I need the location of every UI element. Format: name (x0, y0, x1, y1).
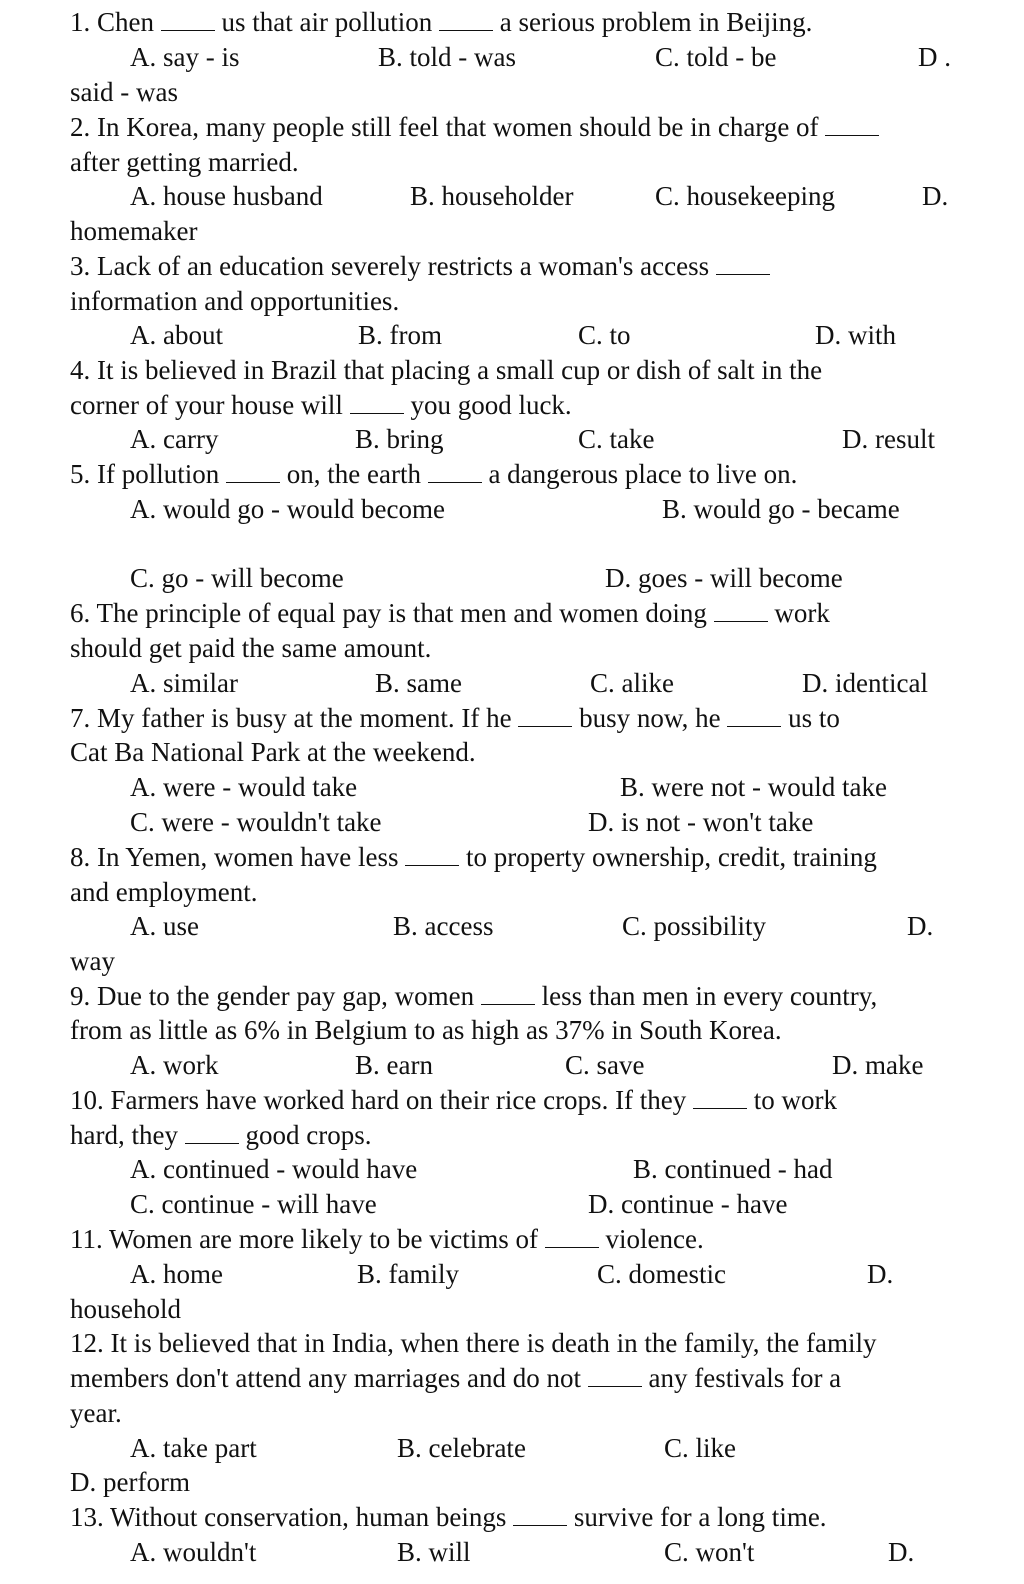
answer-blank (588, 1366, 642, 1387)
answer-blank (825, 115, 879, 136)
option-a[interactable]: A. say - is (130, 42, 240, 72)
question-number: 7. (70, 703, 91, 733)
option-c[interactable]: C. go - will become (130, 563, 344, 593)
option-d[interactable]: D. identical (802, 668, 928, 698)
answer-blank (350, 393, 404, 414)
option-c[interactable]: C. possibility (622, 911, 767, 941)
question-10-stem-cont: hard, they good crops. (70, 1120, 372, 1150)
option-d-text[interactable]: way (70, 946, 115, 976)
question-number: 4. (70, 355, 91, 385)
answer-blank (545, 1227, 599, 1248)
option-b[interactable]: B. access (393, 911, 494, 941)
option-b[interactable]: B. bring (355, 424, 444, 454)
question-12-stem: 12. It is believed that in India, when there is death in the family, the family (70, 1328, 877, 1358)
option-c[interactable]: C. take (578, 424, 655, 454)
option-b[interactable]: B. householder (410, 181, 574, 211)
answer-blank (185, 1123, 239, 1144)
question-4-stem-cont: corner of your house will you good luck. (70, 390, 572, 420)
option-a[interactable]: A. wouldn't (130, 1537, 257, 1567)
question-6-stem-cont: should get paid the same amount. (70, 633, 432, 663)
question-number: 8. (70, 842, 91, 872)
option-d-label[interactable]: D. (867, 1259, 894, 1289)
option-d[interactable]: D. continue - have (588, 1189, 788, 1219)
question-3-stem-cont: information and opportunities. (70, 286, 400, 316)
option-c[interactable]: C. alike (590, 668, 674, 698)
answer-blank (513, 1505, 567, 1526)
option-a[interactable]: A. work (130, 1050, 219, 1080)
answer-blank (518, 706, 572, 727)
option-a[interactable]: A. take part (130, 1433, 257, 1463)
answer-blank (716, 254, 770, 275)
option-c[interactable]: C. save (565, 1050, 645, 1080)
option-d-label[interactable]: D. (888, 1537, 915, 1567)
question-7-stem-cont: Cat Ba National Park at the weekend. (70, 737, 476, 767)
answer-blank (714, 601, 768, 622)
question-2-stem: 2. In Korea, many people still feel that women should be in charge of (70, 110, 879, 144)
option-b[interactable]: B. will (397, 1537, 471, 1567)
question-3-stem: 3. Lack of an education severely restricts a woman's access (70, 249, 770, 283)
option-c[interactable]: C. won't (664, 1537, 755, 1567)
question-2-stem-cont: after getting married. (70, 147, 299, 177)
option-a[interactable]: A. would go - would become (130, 494, 445, 524)
question-1-stem: 1. Chen us that air pollution a serious problem in Beijing. (70, 7, 813, 37)
option-b[interactable]: B. continued - had (633, 1154, 833, 1184)
answer-blank (693, 1088, 747, 1109)
question-8-stem: 8. In Yemen, women have less to property ownership, credit, training (70, 842, 877, 872)
option-d[interactable]: D. is not - won't take (588, 807, 814, 837)
answer-blank (161, 10, 215, 31)
option-d-text[interactable]: said - was (70, 77, 178, 107)
option-c[interactable]: C. like (664, 1433, 736, 1463)
question-6-stem: 6. The principle of equal pay is that men and women doing work (70, 598, 830, 628)
option-c[interactable]: C. were - wouldn't take (130, 807, 382, 837)
option-d-text[interactable]: household (70, 1294, 181, 1324)
answer-blank (727, 706, 781, 727)
question-9-stem: 9. Due to the gender pay gap, women less than men in every country, (70, 981, 878, 1011)
question-number: 13. (70, 1502, 104, 1532)
question-number: 2. (70, 112, 91, 142)
answer-blank (226, 462, 280, 483)
question-number: 12. (70, 1328, 104, 1358)
option-a[interactable]: A. use (130, 911, 199, 941)
option-a[interactable]: A. house husband (130, 181, 323, 211)
option-c[interactable]: C. continue - will have (130, 1189, 377, 1219)
question-number: 6. (70, 598, 91, 628)
answer-blank (439, 10, 493, 31)
option-d[interactable]: D. perform (70, 1467, 190, 1497)
question-8-stem-cont: and employment. (70, 877, 258, 907)
answer-blank (481, 984, 535, 1005)
question-11-stem: 11. Women are more likely to be victims of violence. (70, 1224, 704, 1254)
option-a[interactable]: A. carry (130, 424, 219, 454)
option-b[interactable]: B. told - was (378, 42, 516, 72)
question-4-stem: 4. It is believed in Brazil that placing a small cup or dish of salt in the (70, 355, 823, 385)
question-number: 9. (70, 981, 91, 1011)
question-number: 3. (70, 251, 91, 281)
option-d[interactable]: D. goes - will become (605, 563, 843, 593)
option-b[interactable]: B. were not - would take (620, 772, 887, 802)
option-d-text[interactable]: homemaker (70, 216, 198, 246)
option-c[interactable]: C. housekeeping (655, 181, 835, 211)
question-10-stem: 10. Farmers have worked hard on their rice crops. If they to work (70, 1085, 838, 1115)
option-b[interactable]: B. same (375, 668, 462, 698)
option-a[interactable]: A. were - would take (130, 772, 358, 802)
option-d-label[interactable]: D. (922, 181, 949, 211)
option-a[interactable]: A. continued - would have (130, 1154, 418, 1184)
question-9-stem-cont: from as little as 6% in Belgium to as high as 37% in South Korea. (70, 1015, 782, 1045)
option-d[interactable]: D. result (842, 424, 935, 454)
option-a[interactable]: A. about (130, 320, 223, 350)
answer-blank (405, 845, 459, 866)
question-13-stem: 13. Without conservation, human beings survive for a long time. (70, 1502, 827, 1532)
option-b[interactable]: B. would go - became (662, 494, 900, 524)
option-b[interactable]: B. earn (355, 1050, 433, 1080)
question-number: 11. (70, 1224, 103, 1254)
option-d[interactable]: D. make (832, 1050, 924, 1080)
question-5-stem: 5. If pollution on, the earth a dangerous place to live on. (70, 459, 798, 489)
question-12-stem-cont2: year. (70, 1398, 122, 1428)
option-b[interactable]: B. from (358, 320, 442, 350)
option-d-label[interactable]: D . (918, 42, 951, 72)
option-b[interactable]: B. celebrate (397, 1433, 526, 1463)
option-d-label[interactable]: D. (907, 911, 934, 941)
option-b[interactable]: B. family (357, 1259, 459, 1289)
option-c[interactable]: C. to (578, 320, 631, 350)
question-number: 10. (70, 1085, 104, 1115)
question-number: 5. (70, 459, 91, 489)
option-d[interactable]: D. with (815, 320, 896, 350)
option-a[interactable]: A. similar (130, 668, 238, 698)
option-c[interactable]: C. domestic (597, 1259, 726, 1289)
option-c[interactable]: C. told - be (655, 42, 777, 72)
answer-blank (428, 462, 482, 483)
question-12-stem-cont: members don't attend any marriages and do not any festivals for a (70, 1363, 842, 1393)
question-number: 1. (70, 7, 91, 37)
question-7-stem: 7. My father is busy at the moment. If he busy now, he us to (70, 703, 840, 733)
option-a[interactable]: A. home (130, 1259, 223, 1289)
